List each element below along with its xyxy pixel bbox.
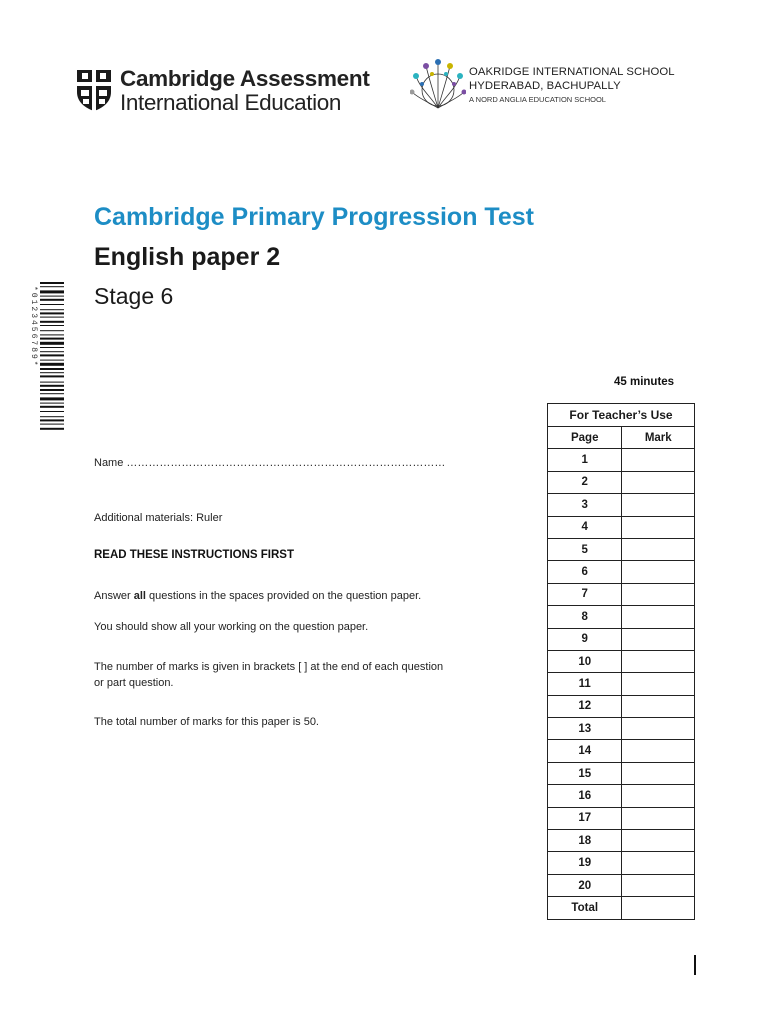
mark-entry-cell[interactable] (622, 561, 695, 583)
barcode-bar (40, 347, 64, 348)
instructions-heading: READ THESE INSTRUCTIONS FIRST (94, 549, 294, 561)
paper-title: English paper 2 (94, 243, 281, 271)
oakridge-logo-line2: HYDERABAD, BACHUPALLY (469, 80, 621, 92)
page-number-cell: 11 (548, 673, 622, 695)
instruction-emphasis: all (133, 590, 146, 602)
mark-entry-cell[interactable] (622, 852, 695, 874)
mark-entry-cell[interactable] (622, 606, 695, 628)
mark-entry-cell[interactable] (622, 516, 695, 538)
additional-materials: Additional materials: Ruler (94, 512, 223, 524)
page-number-cell: 4 (548, 516, 622, 538)
barcode-bar (40, 428, 64, 430)
page-number-cell: 17 (548, 807, 622, 829)
mark-entry-cell[interactable] (622, 740, 695, 762)
mark-entry-cell[interactable] (622, 830, 695, 852)
table-row (548, 762, 695, 784)
oakridge-logo (410, 56, 710, 112)
barcode-bar (40, 286, 64, 287)
barcode-bar (40, 368, 64, 370)
page-number-cell: 20 (548, 874, 622, 896)
cambridge-logo (75, 66, 370, 116)
mark-entry-cell[interactable] (622, 583, 695, 605)
page-number-cell: 8 (548, 606, 622, 628)
mark-entry-cell[interactable] (622, 785, 695, 807)
page-number-cell: 2 (548, 471, 622, 493)
mark-entry-cell[interactable] (622, 874, 695, 896)
barcode-bar (40, 416, 64, 417)
instruction-text: Answer (94, 590, 134, 602)
table-row (548, 830, 695, 852)
barcode-bar (40, 342, 64, 345)
barcode-bar (40, 360, 64, 361)
barcode-bar (40, 363, 64, 366)
oakridge-logo-line1: OAKRIDGE INTERNATIONAL SCHOOL (469, 66, 675, 78)
mark-entry-cell[interactable] (622, 471, 695, 493)
table-row (548, 695, 695, 717)
mark-entry-cell[interactable] (622, 449, 695, 471)
instruction-marks-brackets: The number of marks is given in brackets [ ] at the end of each question (94, 661, 444, 673)
cambridge-logo-line1: Cambridge Assessment (120, 66, 370, 91)
oakridge-tree-icon (410, 56, 466, 110)
table-row (548, 650, 695, 672)
mark-entry-cell[interactable] (622, 650, 695, 672)
barcode-bar (40, 375, 64, 377)
barcode-text: *0123456789* (29, 286, 38, 368)
mark-entry-cell[interactable] (622, 762, 695, 784)
teacher-use-table (547, 403, 695, 920)
barcode-bar (40, 304, 64, 305)
name-field-label: Name …………………………………………………………………………… (94, 457, 446, 469)
page-number-cell: 15 (548, 762, 622, 784)
barcode-bar (40, 372, 64, 373)
instruction-show-working: You should show all your working on the question paper. (94, 621, 369, 633)
barcode-bar (40, 397, 64, 400)
mark-entry-cell[interactable] (622, 628, 695, 650)
total-label-cell: Total (548, 897, 622, 919)
page-number-cell: 5 (548, 538, 622, 560)
page-number-cell: 10 (548, 650, 622, 672)
barcode-bar (40, 334, 64, 335)
table-row (548, 471, 695, 493)
page-number-cell: 7 (548, 583, 622, 605)
barcode-bar (40, 354, 64, 356)
barcode-bar (40, 296, 64, 297)
table-row (548, 874, 695, 896)
barcode-bar (40, 419, 64, 421)
total-mark-cell[interactable] (622, 897, 695, 919)
oakridge-logo-line3: A NORD ANGLIA EDUCATION SCHOOL (469, 95, 606, 104)
barcode-bar (40, 403, 64, 404)
table-row (548, 785, 695, 807)
barcode-bar (40, 382, 64, 383)
mark-entry-cell[interactable] (622, 494, 695, 516)
table-row (548, 673, 695, 695)
page-number-cell: 9 (548, 628, 622, 650)
page-number-cell: 19 (548, 852, 622, 874)
test-title: Cambridge Primary Progression Test (94, 203, 534, 231)
table-row (548, 561, 695, 583)
instruction-answer-all (94, 590, 421, 602)
table-row (548, 583, 695, 605)
barcode-bar (40, 282, 64, 284)
column-header-page: Page (548, 427, 622, 449)
instruction-total-marks: The total number of marks for this paper is 50. (94, 716, 319, 728)
cambridge-crest-icon (75, 68, 113, 112)
barcode-bar (40, 325, 64, 326)
barcode-bar (40, 312, 64, 314)
page-number-cell: 1 (548, 449, 622, 471)
table-row (548, 807, 695, 829)
table-row (548, 740, 695, 762)
mark-entry-cell[interactable] (622, 718, 695, 740)
page-number-cell: 12 (548, 695, 622, 717)
instruction-marks-brackets-cont: or part question. (94, 677, 174, 689)
barcode-bar (40, 411, 64, 412)
barcode-bar (40, 351, 64, 352)
barcode-bar (40, 321, 64, 323)
table-row (548, 449, 695, 471)
stage-title: Stage 6 (94, 283, 174, 309)
table-row-total (548, 897, 695, 919)
table-row (548, 852, 695, 874)
barcode-bar (40, 290, 64, 293)
page-number-cell: 18 (548, 830, 622, 852)
barcode-bar (40, 309, 64, 310)
barcode-bar (40, 385, 64, 387)
cambridge-logo-line2: International Education (120, 90, 341, 115)
mark-entry-cell[interactable] (622, 695, 695, 717)
barcode-bar (40, 317, 64, 318)
teacher-table-body (548, 449, 695, 919)
barcode-bar (40, 406, 64, 408)
teacher-table-caption: For Teacher’s Use (548, 404, 695, 427)
mark-entry-cell[interactable] (622, 673, 695, 695)
mark-entry-cell[interactable] (622, 538, 695, 560)
table-row (548, 538, 695, 560)
table-row (548, 516, 695, 538)
barcode-bar (40, 338, 64, 340)
table-row (548, 718, 695, 740)
column-header-mark: Mark (622, 427, 695, 449)
barcode-bar (40, 424, 64, 425)
page-number-cell: 6 (548, 561, 622, 583)
barcode-bar (40, 393, 64, 394)
barcode-bar (40, 389, 64, 391)
page-number-cell: 3 (548, 494, 622, 516)
table-row (548, 606, 695, 628)
duration: 45 minutes (614, 376, 675, 388)
mark-entry-cell[interactable] (622, 807, 695, 829)
barcode-bar (40, 330, 64, 331)
page-number-cell: 13 (548, 718, 622, 740)
table-row (548, 494, 695, 516)
barcode-bar (40, 299, 64, 301)
page-number-cell: 16 (548, 785, 622, 807)
page-edge-mark (694, 955, 696, 975)
instruction-text: questions in the spaces provided on the question paper. (145, 590, 422, 602)
table-row (548, 628, 695, 650)
page-number-cell: 14 (548, 740, 622, 762)
